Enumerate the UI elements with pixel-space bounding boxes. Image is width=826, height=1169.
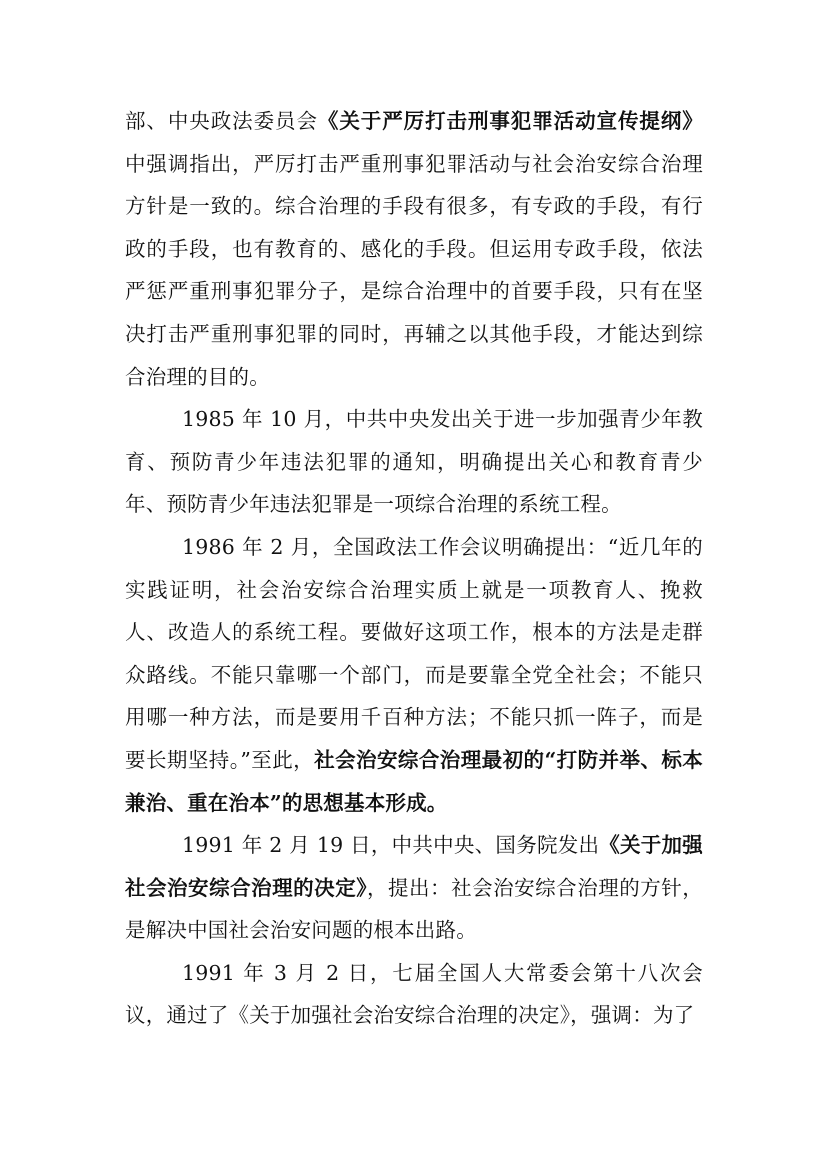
paragraph-3-text: 1986 年 2 月，全国政法工作会议明确提出：“近几年的实践证明，社会治安综合治理实质上就是一项教育人、挽救人、改造人的系统工程。要做好这项工作，根本的方法是走群众路线。不能只靠哪一个部门，而是要靠全党全社会；不能只用哪一种方法，而是要用千百种方法；不能只抓一阵子，而是要长期坚持。”至此，	[125, 534, 703, 772]
paragraph-3	[125, 526, 703, 824]
paragraph-4	[125, 824, 703, 952]
paragraph-3-bold-summary: 社会治安综合治理最初的“打防并举、标本兼治、重在治本”的思想基本形成。	[125, 747, 704, 815]
paragraph-1-text-2: 中强调指出，严厉打击严重刑事犯罪活动与社会治安综合治理方针是一致的。综合治理的手段有很多，有专政的手段，有行政的手段，也有教育的、感化的手段。但运用专政手段，依法严惩严重刑事犯罪分子，是综合治理中的首要手段，只有在坚决打击严重刑事犯罪的同时，再辅之以其他手段，才能达到综合治理的目的。	[125, 151, 703, 389]
document-body	[125, 100, 703, 1037]
paragraph-4-text-2: ，提出：社会治安综合治理的方针，是解决中国社会治安问题的根本出路。	[125, 875, 703, 943]
paragraph-1	[125, 100, 703, 398]
paragraph-1-bold-title: 《关于严厉打击刑事犯罪活动宣传提纲》	[317, 109, 703, 133]
paragraph-5	[125, 952, 703, 1037]
paragraph-4-text-1: 1991 年 2 月 19 日，中共中央、国务院发出	[182, 833, 600, 858]
paragraph-4-bold-title: 《关于加强社会治安综合治理的决定》	[125, 833, 703, 900]
paragraph-5-text: 1991 年 3 月 2 日，七届全国人大常委会第十八次会议，通过了《关于加强社会治安综合治理的决定》，强调：为了	[125, 960, 703, 1028]
paragraph-1-text-1: 部、中央政法委员会	[125, 109, 318, 133]
paragraph-2	[125, 398, 703, 526]
paragraph-2-text: 1985 年 10 月，中共中央发出关于进一步加强青少年教育、预防青少年违法犯罪的通知，明确提出关心和教育青少年、预防青少年违法犯罪是一项综合治理的系统工程。	[125, 407, 703, 517]
